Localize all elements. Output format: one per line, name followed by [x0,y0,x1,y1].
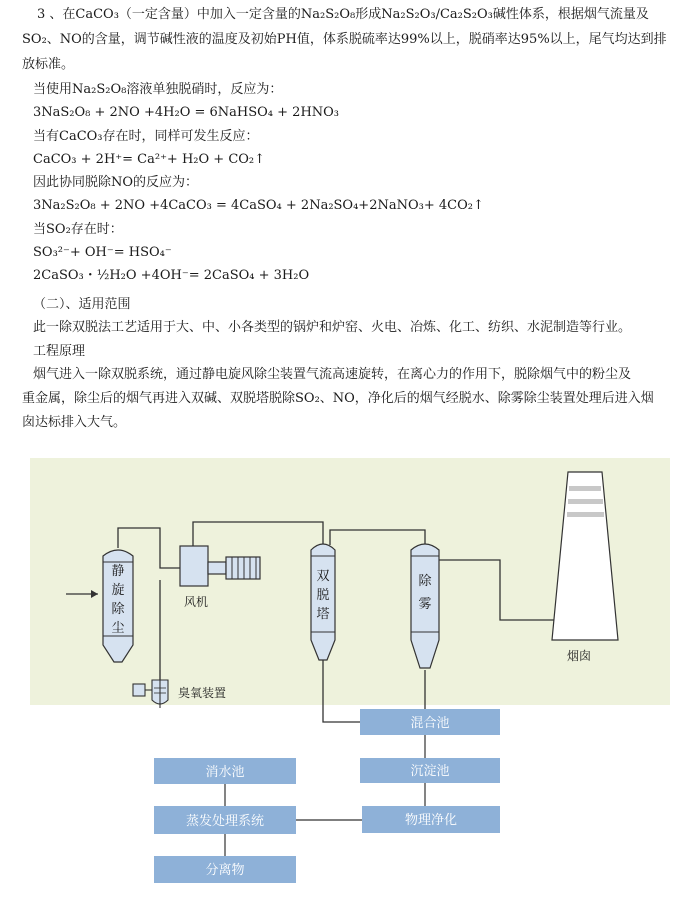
physical-purification-label: 物理净化 [404,813,458,828]
water-flow-lines [225,735,425,856]
ozone-label: 臭氧装置 [178,686,227,700]
tower-label-char: 脱 [316,588,330,603]
demister-label-char: 雾 [418,597,432,612]
tower-label-char: 双 [316,569,330,584]
paragraph-line: SO₂、NO的含量，调节碱性液的温度及初始PH值，体系脱硫率达99%以上，脱硝率达95%以上，尾气均达到排 [22,32,667,47]
paragraph-line: 重金属，除尘后的烟气再进入双碱、双脱塔脱除SO₂、NO，净化后的烟气经脱水、除雾除尘装置处理后进入烟 [22,391,654,406]
paragraph-line: 3 、在CaCO₃（一定含量）中加入一定含量的Na₂S₂O₈形成Na₂S₂O₃/Ca₂S₂O₃碱性体系，根据烟气流量及 [37,7,649,22]
dewatering-tank-label: 消水池 [205,765,245,780]
paragraph-line: 囱达标排入大气。 [22,415,127,430]
precipitator-label-char: 尘 [111,621,125,636]
separated-matter-label: 分离物 [205,863,245,878]
paragraph-line: 放标准。 [22,57,75,72]
evaporation-system-label: 蒸发处理系统 [185,814,265,829]
mixing-tank-label: 混合池 [410,716,450,731]
reaction-intro: 当使用Na₂S₂O₈溶液单独脱硝时，反应为： [33,82,283,97]
scope-text: 此一除双脱法工艺适用于大、中、小各类型的锅炉和炉窑、火电、冶炼、化工、纺织、水泥制造等行业。 [33,320,632,335]
equation: CaCO₃ + 2H⁺= Ca²⁺+ H₂O + CO₂↑ [33,152,266,167]
equation: 3NaS₂O₈ + 2NO +4H₂O = 6NaHSO₄ + 2HNO₃ [33,105,340,120]
paragraph-line: 烟气进入一除双脱系统，通过静电旋风除尘装置气流高速旋转，在离心力的作用下，脱除烟气中的粉尘及 [33,367,632,382]
tower-label-char: 塔 [316,607,330,622]
section-title: （二）、适用范围 [33,297,131,312]
equation: SO₃²⁻+ OH⁻= HSO₄⁻ [33,245,172,260]
chimney-label: 烟囱 [567,649,592,663]
principle-title: 工程原理 [33,344,86,359]
reaction-intro: 当SO₂存在时： [33,222,123,237]
equation: 2CaSO₃・½H₂O +4OH⁻= 2CaSO₄ + 3H₂O [33,268,310,283]
treatment-boxes [154,709,500,883]
demister-label-char: 除 [418,574,432,589]
reaction-intro: 当有CaCO₃存在时，同样可发生反应： [33,129,259,144]
process-flow-diagram [0,430,700,906]
precipitator-label-char: 静 [111,564,125,579]
precipitator-label-char: 除 [111,602,125,617]
reaction-intro: 因此协同脱除NO的反应为： [33,175,199,190]
fan-label: 风机 [184,595,209,609]
equation: 3Na₂S₂O₈ + 2NO +4CaCO₃ = 4CaSO₄ + 2Na₂SO₄+2NaNO₃+ 4CO₂↑ [33,198,484,213]
precipitator-label-char: 旋 [111,583,125,598]
settling-tank-label: 沉淀池 [410,764,450,779]
